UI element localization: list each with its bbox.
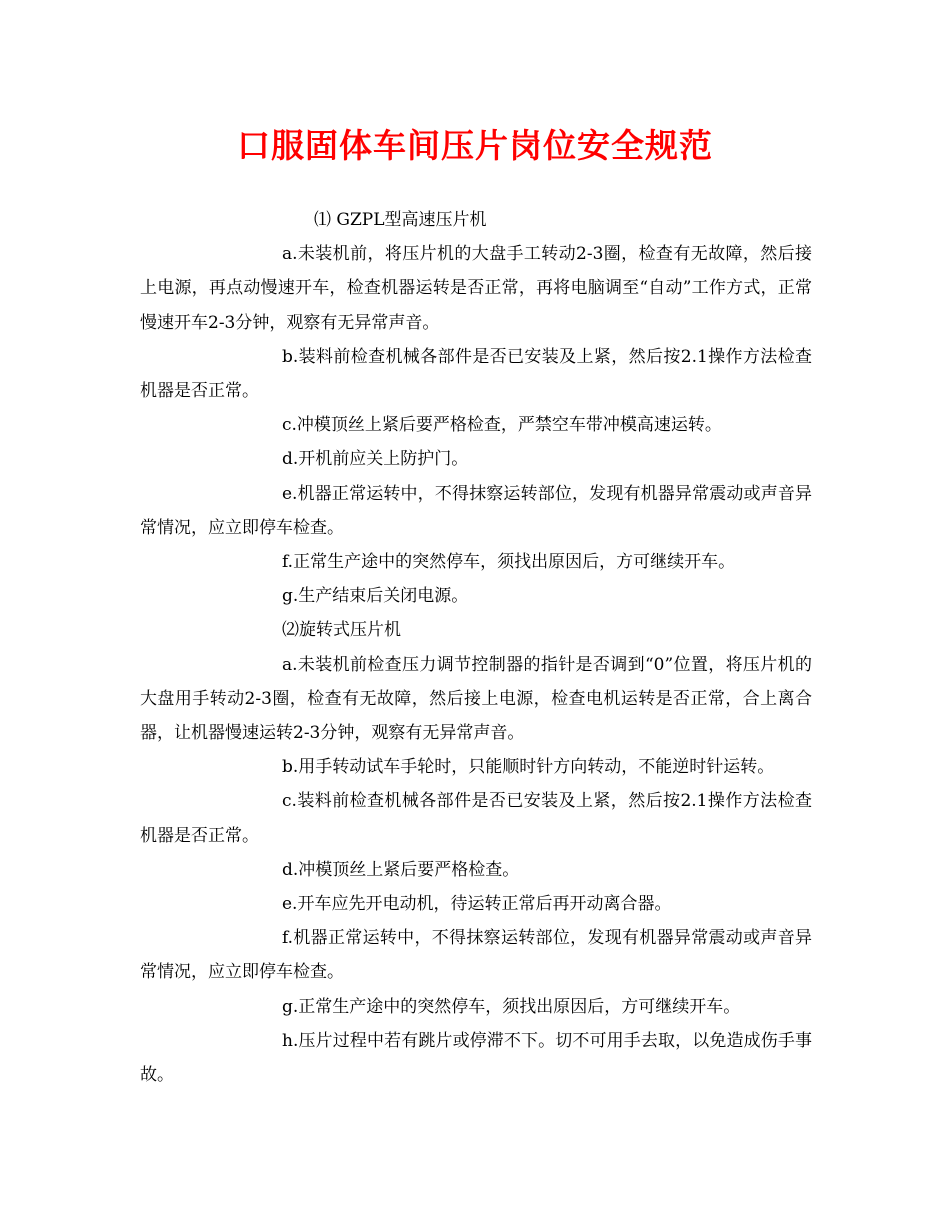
- paragraph-2c: c.装料前检查机械各部件是否已安装及上紧，然后按2.1操作方法检查机器是否正常。: [140, 791, 812, 846]
- paragraph-1e: e.机器正常运转中，不得抹察运转部位，发现有机器异常震动或声音异常情况，应立即停车检查。: [140, 483, 812, 538]
- paragraph-2e: e.开车应先开电动机，待运转正常后再开动离合器。: [282, 894, 672, 915]
- paragraph-1g: g.生产结束后关闭电源。: [282, 586, 469, 607]
- section-heading-gzpl: ⑴ GZPL型高速压片机: [314, 210, 487, 230]
- paragraph-1b: b.装料前检查机械各部件是否已安装及上紧，然后按2.1操作方法检查机器是否正常。: [140, 346, 812, 402]
- section-heading-rotary: ⑵旋转式压片机: [282, 620, 401, 641]
- paragraph-2g: g.正常生产途中的突然停车，须找出原因后，方可继续开车。: [282, 996, 741, 1017]
- paragraph-1d: d.开机前应关上防护门。: [282, 449, 469, 470]
- document-body: [140, 203, 812, 1092]
- paragraph-1c: c.冲模顶丝上紧后要严格检查，严禁空车带冲模高速运转。: [282, 415, 722, 436]
- paragraph-1a: a.未装机前，将压片机的大盘手工转动2-3圈，检查有无故障，然后接上电源，再点动慢速开车，检查机器运转是否正常，再将电脑调至“自动”工作方式，正常慢速开车2-3分钟，观察有无异常声音。: [140, 244, 812, 333]
- paragraph-2f: f.机器正常运转中，不得抹察运转部位，发现有机器异常震动或声音异常情况，应立即停车检查。: [140, 928, 812, 983]
- paragraph-2d: d.冲模顶丝上紧后要严格检查。: [282, 859, 520, 880]
- paragraph-2a: a.未装机前检查压力调节控制器的指针是否调到“0”位置，将压片机的大盘用手转动2-3圈，检查有无故障，然后接上电源，检查电机运转是否正常，合上离合器，让机器慢速运转2-3分钟，观察有无异常声音。: [140, 654, 812, 744]
- paragraph-2h: h.压片过程中若有跳片或停滞不下。切不可用手去取，以免造成伤手事故。: [140, 1030, 812, 1086]
- paragraph-1f: f.正常生产途中的突然停车，须找出原因后，方可继续开车。: [282, 552, 736, 573]
- document-title: 口服固体车间压片岗位安全规范: [237, 126, 713, 165]
- paragraph-2b: b.用手转动试车手轮时，只能顺时针方向转动，不能逆时针运转。: [282, 757, 775, 778]
